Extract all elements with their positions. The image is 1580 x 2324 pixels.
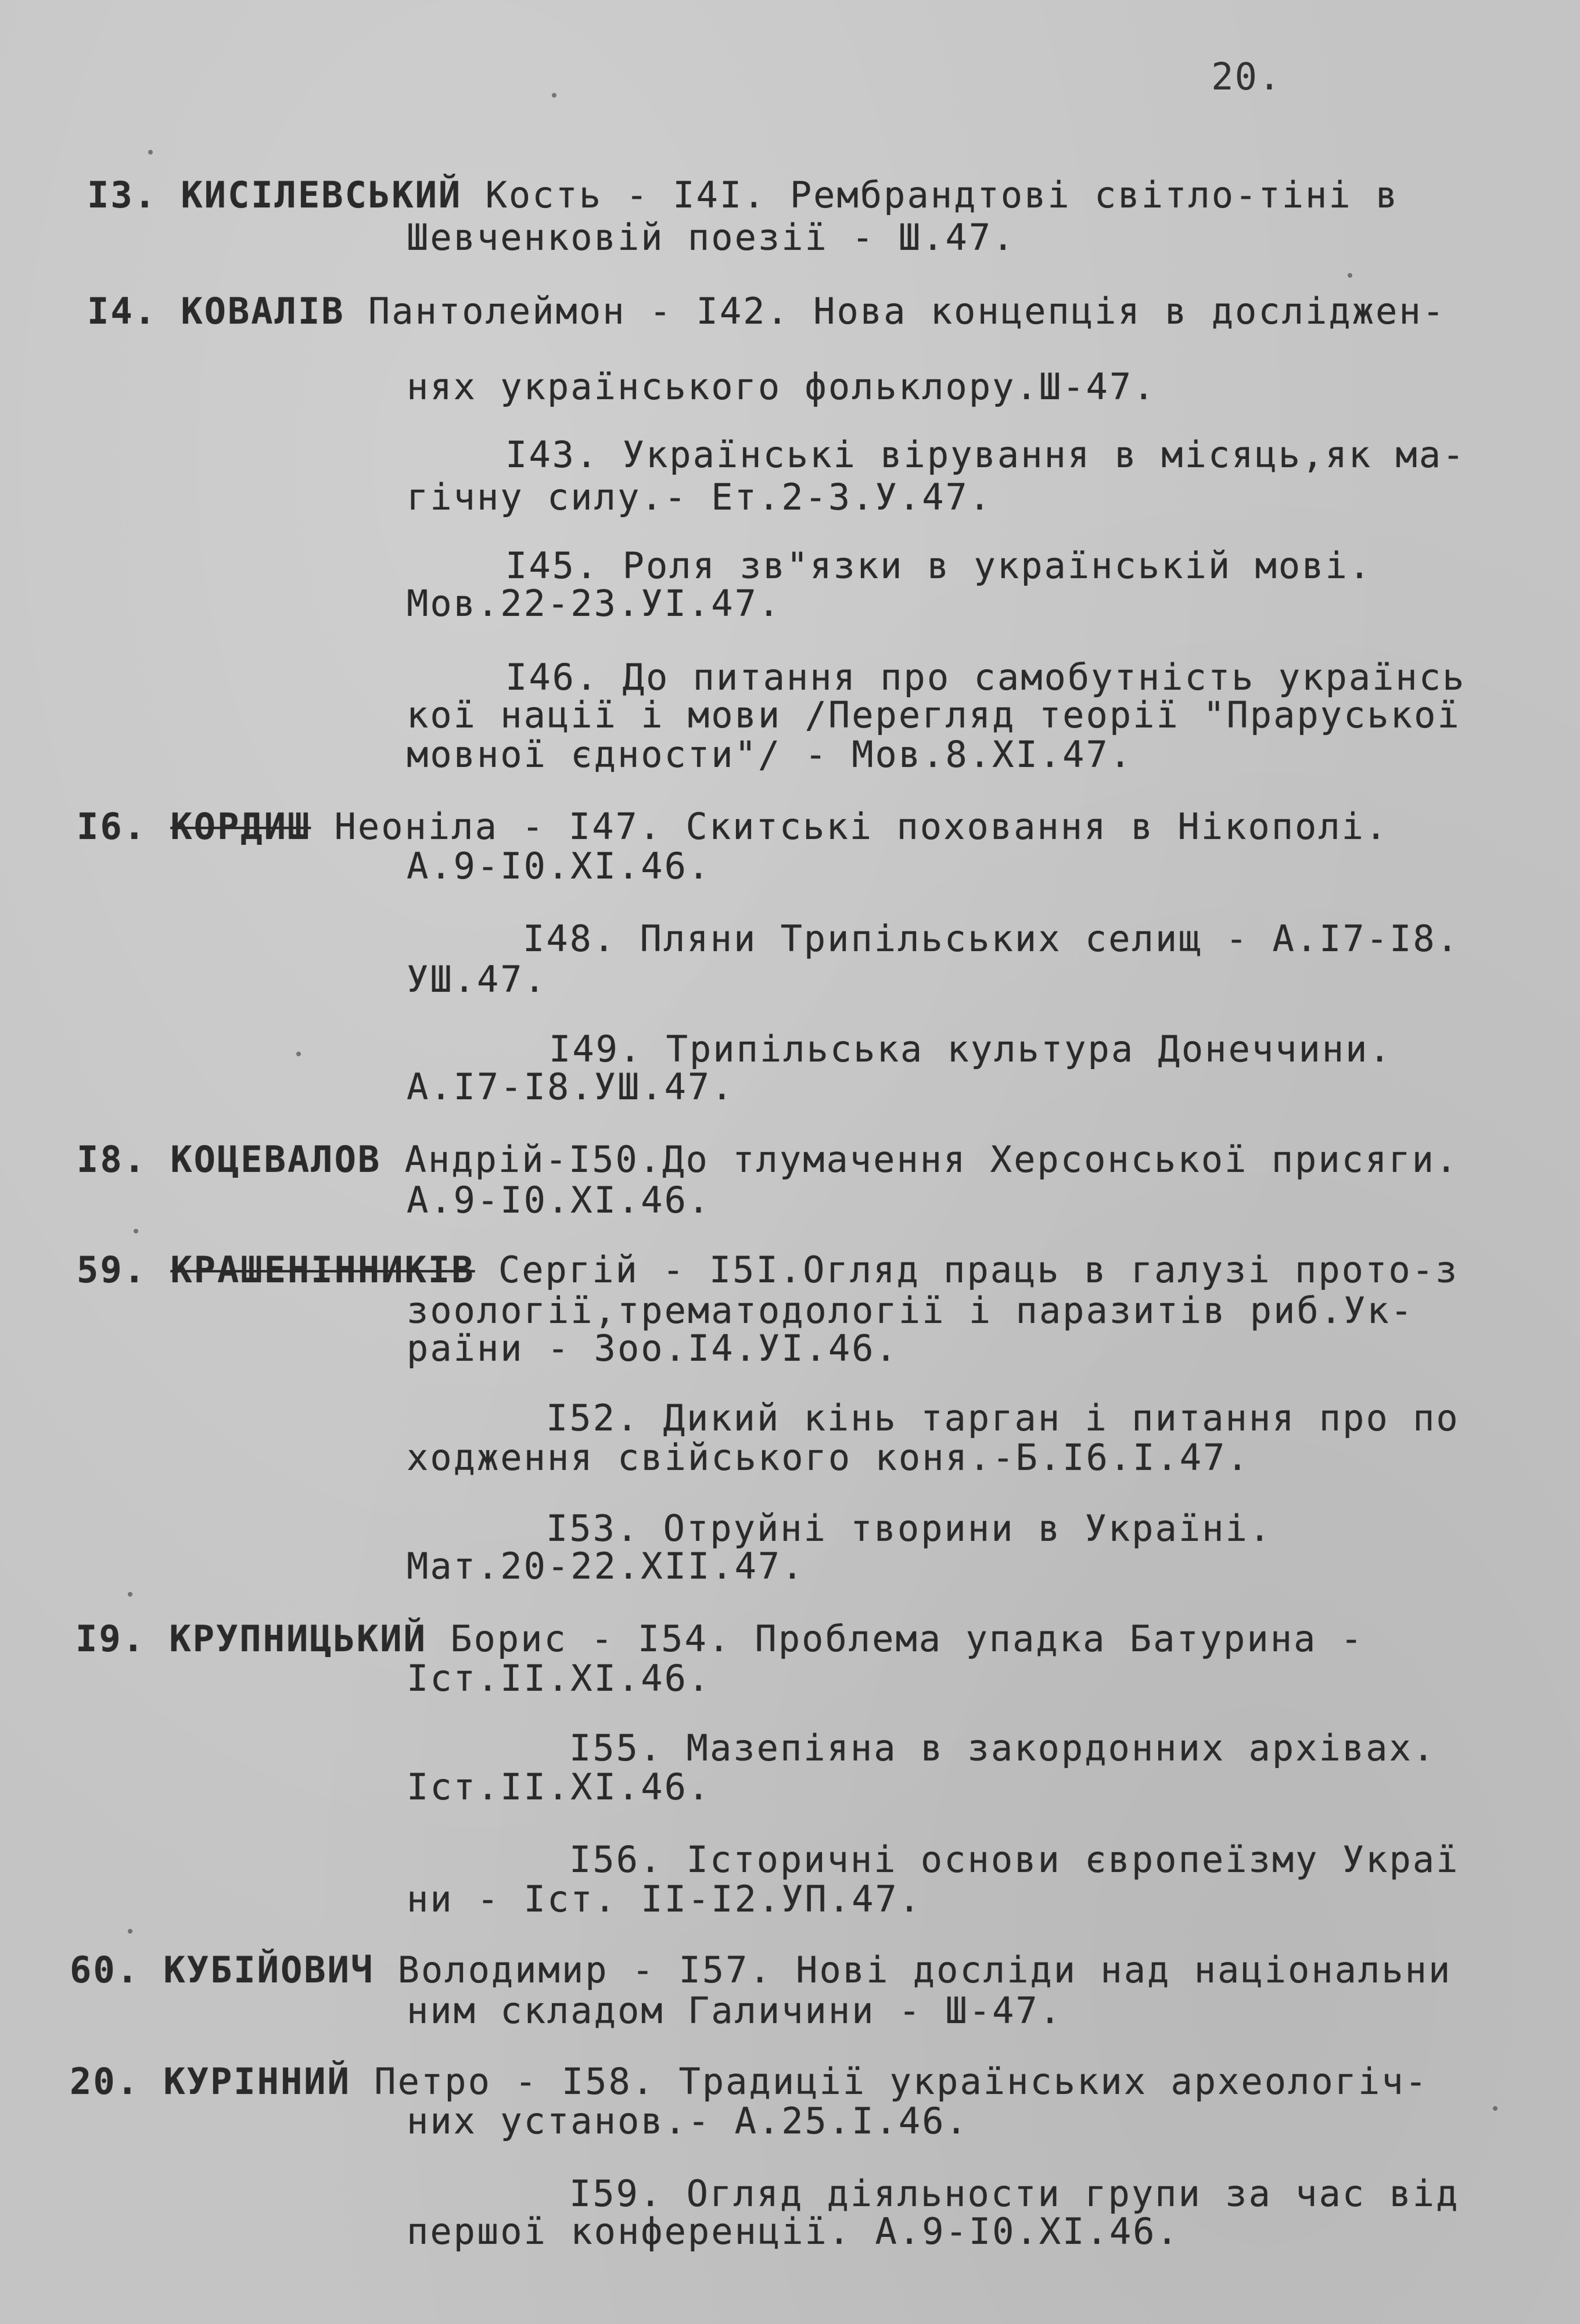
- entry-line: УШ.47.: [407, 958, 547, 1000]
- entry-line: ни - Іст. II-I2.УП.47.: [407, 1878, 922, 1920]
- author-surname: КУРІННИЙ: [163, 2060, 351, 2103]
- entry-line: [70, 2060, 1428, 2103]
- entry-line: I45. Роля зв"язки в українській мові.: [505, 544, 1373, 587]
- author-surname: КОРДИШ: [170, 805, 311, 848]
- entry-line: I53. Отруйні творини в Україні.: [546, 1507, 1273, 1550]
- entry-text: Пантолеймон - I42. Нова концепція в досліджен-: [344, 290, 1446, 332]
- author-surname: КРУПНИЦЬКИЙ: [169, 1618, 427, 1660]
- entry-line: I48. Пляни Трипільських селищ - А.I7-I8.: [523, 917, 1460, 960]
- scan-speck: [1348, 273, 1352, 278]
- entry-line: нях українського фольклору.Ш-47.: [407, 365, 1157, 408]
- entry-line: I46. До питання про самобутність українсь: [505, 656, 1466, 698]
- entry-line: зоології,трематодології і паразитів риб.Ук-: [407, 1289, 1414, 1332]
- entry-line: Шевченковій поезії - Ш.47.: [407, 216, 1016, 259]
- entry-number: I8.: [77, 1138, 147, 1181]
- entry-line: них установ.- А.25.I.46.: [407, 2100, 969, 2142]
- scan-speck: [128, 1592, 132, 1597]
- entry-line: [76, 1618, 1364, 1660]
- entry-line: першої конференції. А.9-I0.XI.46.: [407, 2210, 1180, 2253]
- entry-line: мовної єдности"/ - Мов.8.ХІ.47.: [407, 733, 1133, 776]
- entry-text: Володимир - I57. Нові досліди над національни: [374, 1949, 1452, 1991]
- scan-speck: [148, 150, 153, 155]
- scan-speck: [134, 1229, 138, 1233]
- entry-text: Андрій-I50.До тлумачення Херсонської присяги.: [381, 1138, 1459, 1181]
- entry-text: Борис - I54. Проблема упадка Батурина -: [426, 1618, 1364, 1660]
- author-surname: КОЦЕВАЛОВ: [170, 1138, 382, 1181]
- entry-line: [70, 1949, 1452, 1991]
- entry-line: Іст.II.XI.46.: [407, 1657, 712, 1699]
- author-surname: КУБІЙОВИЧ: [163, 1949, 375, 1991]
- entry-text: Неоніла - I47. Скитські поховання в Нікополі.: [311, 805, 1389, 848]
- scan-speck: [296, 1052, 301, 1056]
- entry-line: I55. Мазепіяна в закордонних архівах.: [569, 1727, 1437, 1769]
- entry-number: I9.: [76, 1618, 146, 1660]
- entry-text: Сергій - I5I.Огляд праць в галузі прото-з: [475, 1249, 1459, 1291]
- entry-line: I49. Трипільська культура Донеччини.: [549, 1028, 1392, 1070]
- entry-line: [77, 805, 1389, 848]
- entry-line: [87, 290, 1446, 332]
- author-surname: КИСІЛЕВСЬКИЙ: [181, 174, 462, 216]
- entry-line: А.I7-I8.УШ.47.: [407, 1066, 735, 1108]
- scan-speck: [552, 93, 556, 98]
- entry-line: [87, 174, 1399, 216]
- entry-line: I56. Історичні основи європеїзму Украї: [569, 1838, 1460, 1881]
- scan-speck: [1493, 2106, 1498, 2111]
- entry-line: А.9-I0.XI.46.: [407, 845, 712, 887]
- entry-number: 59.: [77, 1249, 147, 1291]
- entry-line: гічну силу.- Ет.2-3.У.47.: [407, 476, 993, 518]
- entry-number: 20.: [70, 2060, 140, 2103]
- entry-line: Мов.22-23.УІ.47.: [407, 582, 782, 625]
- author-surname: КРАШЕНІННИКІВ: [170, 1249, 475, 1291]
- entry-line: Іст.II.XI.46.: [407, 1766, 712, 1808]
- entry-line: I59. Огляд діяльности групи за час від: [569, 2172, 1460, 2215]
- entry-number: I4.: [87, 290, 157, 332]
- entry-line: А.9-I0.XI.46.: [407, 1179, 712, 1221]
- entry-line: раїни - Зоо.I4.УІ.46.: [407, 1327, 899, 1369]
- entry-text: Кость - I4I. Рембрандтові світло-тіні в: [462, 174, 1399, 216]
- entry-line: ходження свійського коня.-Б.I6.I.47.: [407, 1436, 1250, 1479]
- author-surname: КОВАЛІВ: [181, 290, 345, 332]
- entry-line: ним складом Галичини - Ш-47.: [407, 1989, 1063, 2032]
- entry-line: I52. Дикий кінь тарган і питання про по: [546, 1397, 1460, 1439]
- entry-number: I6.: [77, 805, 147, 848]
- page-number: 20.: [1211, 56, 1282, 99]
- scan-speck: [128, 1929, 132, 1934]
- entry-number: 60.: [70, 1949, 140, 1991]
- entry-line: [77, 1138, 1459, 1181]
- entry-number: I3.: [87, 174, 157, 216]
- entry-line: кої нації і мови /Перегляд теорії "Праруської: [407, 694, 1461, 736]
- entry-text: Петро - I58. Традиції українських археологіч-: [350, 2060, 1428, 2103]
- entry-line: [77, 1249, 1459, 1291]
- entry-line: Мат.20-22.XII.47.: [407, 1545, 805, 1587]
- entry-line: I43. Українські вірування в місяць,як ма-: [505, 433, 1466, 476]
